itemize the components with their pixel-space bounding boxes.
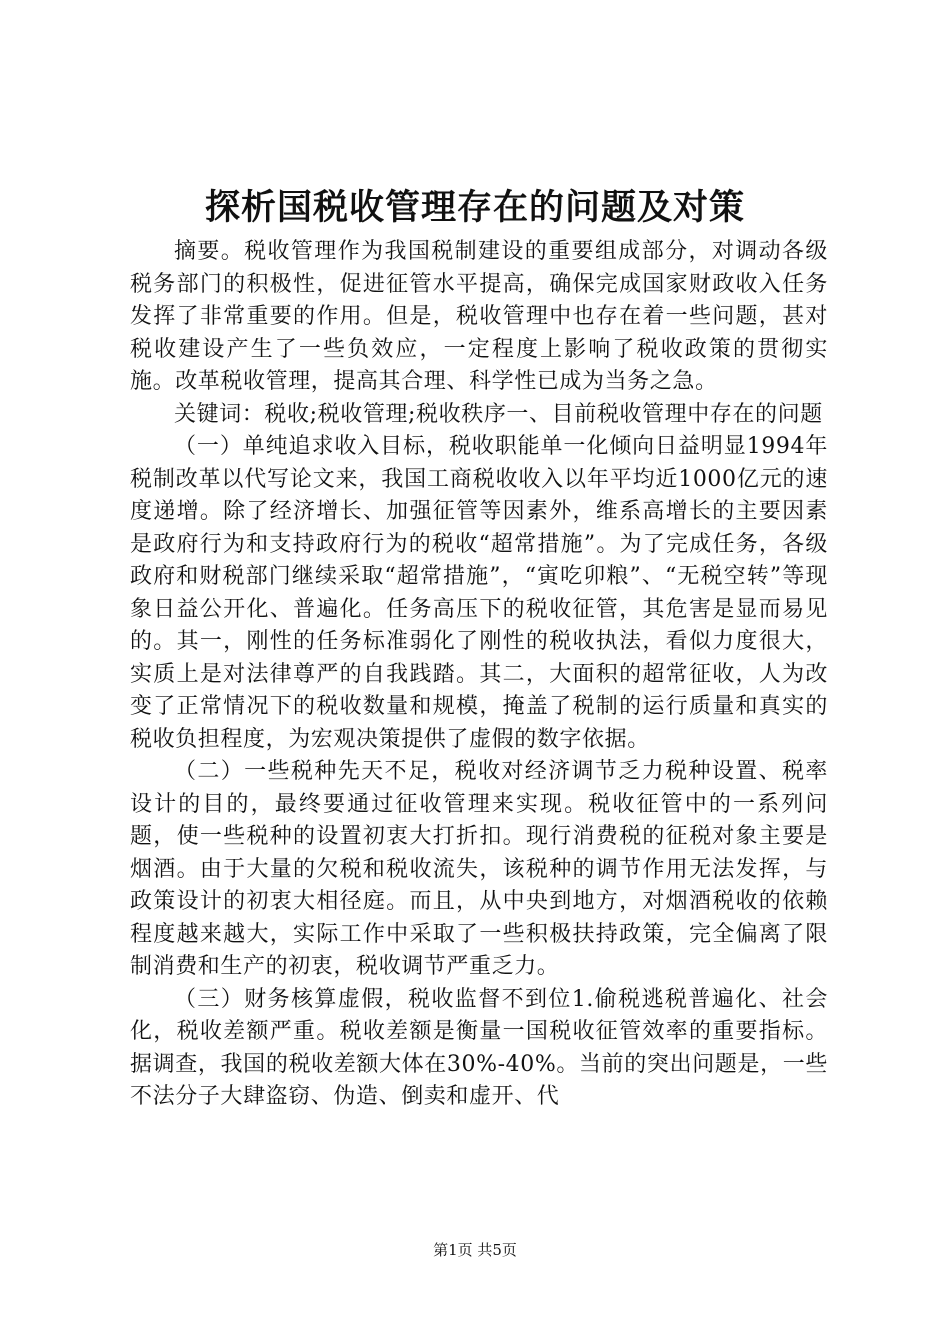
paragraph-keywords: 关键词：税收;税收管理;税收秩序一、目前税收管理中存在的问题 — [174, 401, 823, 427]
document-body — [130, 236, 828, 1114]
paragraph-section-1: （一）单纯追求收入目标，税收职能单一化倾向日益明显1994年税制改革以代写论文来，我国工商税收收入以年平均近1000亿元的速度递增。除了经济增长、加强征管等因素外，维系高增长的主要因素是政府行为和支持政府行为的税收“超常措施”。为了完成任务，各级政府和财税部门继续采取“超常措施”，“寅吃卯粮”、“无税空转”等现象日益公开化、普遍化。任务高压下的税收征管，其危害是显而易见的。其一，刚性的任务标准弱化了刚性的税收执法，看似力度很大，实质上是对法律尊严的自我践踏。其二，大面积的超常征收，人为改变了正常情况下的税收数量和规模，掩盖了税制的运行质量和真实的税收负担程度，为宏观决策提供了虚假的数字依据。 — [130, 434, 828, 752]
paragraph-section-2: （二）一些税种先天不足，税收对经济调节乏力税种设置、税率设计的目的，最终要通过征收管理来实现。税收征管中的一系列问题，使一些税种的设置初衷大打折扣。现行消费税的征税对象主要是烟酒。由于大量的欠税和税收流失，该税种的调节作用无法发挥，与政策设计的初衷大相径庭。而且，从中央到地方，对烟酒税收的依赖程度越来越大，实际工作中采取了一些积极扶持政策，完全偏离了限制消费和生产的初衷，税收调节严重乏力。 — [130, 759, 828, 979]
paragraph-abstract: 摘要。税收管理作为我国税制建设的重要组成部分，对调动各级税务部门的积极性，促进征管水平提高，确保完成国家财政收入任务发挥了非常重要的作用。但是，税收管理中也存在着一些问题，甚对税收建设产生了一些负效应，一定程度上影响了税收政策的贯彻实施。改革税收管理，提高其合理、科学性已成为当务之急。 — [130, 239, 828, 394]
document-title: 探析国税收管理存在的问题及对策 — [204, 187, 745, 228]
paragraph-section-3: （三）财务核算虚假，税收监督不到位1.偷税逃税普遍化、社会化，税收差额严重。税收差额是衡量一国税收征管效率的重要指标。据调查，我国的税收差额大体在30%-40%。当前的突出问题是，一些不法分子大肆盗窃、伪造、倒卖和虚开、代 — [130, 986, 828, 1109]
page-number-footer: 第1页 共5页 — [433, 1241, 517, 1259]
